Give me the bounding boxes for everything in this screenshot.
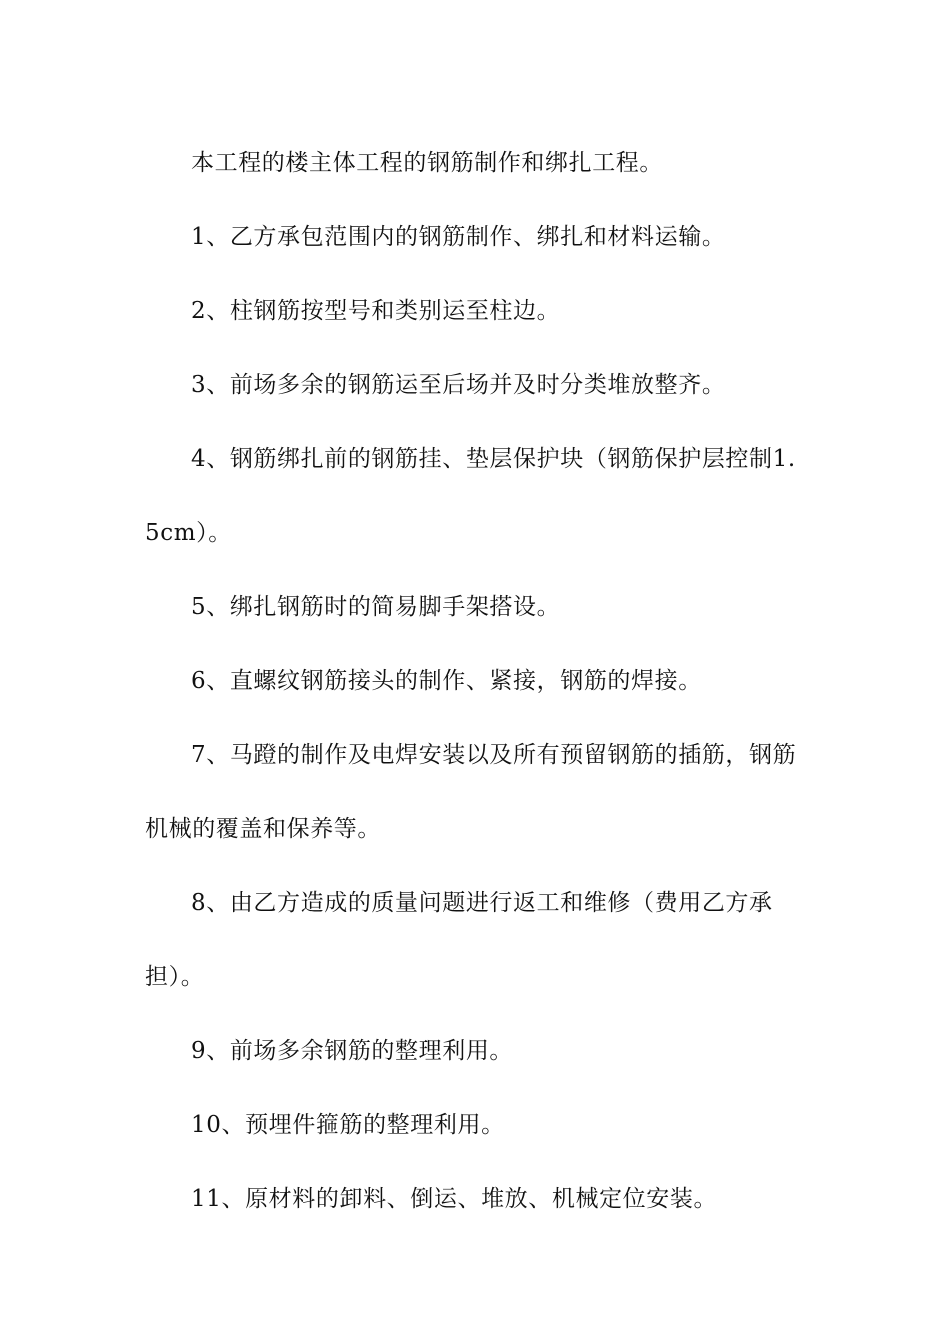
paragraph-item-3: 3、前场多余的钢筋运至后场并及时分类堆放整齐。	[191, 372, 726, 398]
paragraph-item-4: 4、钢筋绑扎前的钢筋挂、垫层保护块（钢筋保护层控制1.5cm）。	[145, 446, 796, 546]
paragraph-item-2: 2、柱钢筋按型号和类别运至柱边。	[191, 298, 561, 324]
paragraph-item-1: 1、乙方承包范围内的钢筋制作、绑扎和材料运输。	[191, 224, 726, 250]
paragraph-item-10: 10、预埋件箍筋的整理利用。	[191, 1112, 505, 1138]
paragraph-item-7: 7、马蹬的制作及电焊安装以及所有预留钢筋的插筋，钢筋机械的覆盖和保养等。	[145, 742, 797, 842]
paragraph-intro: 本工程的楼主体工程的钢筋制作和绑扎工程。	[191, 150, 663, 176]
paragraph-item-8: 8、由乙方造成的质量问题进行返工和维修（费用乙方承担）。	[145, 890, 773, 990]
paragraph-item-9: 9、前场多余钢筋的整理利用。	[191, 1038, 514, 1064]
paragraph-item-11: 11、原材料的卸料、倒运、堆放、机械定位安装。	[191, 1186, 718, 1212]
paragraph-item-5: 5、绑扎钢筋时的简易脚手架搭设。	[191, 594, 561, 620]
document-body	[145, 126, 807, 1236]
paragraph-item-6: 6、直螺纹钢筋接头的制作、紧接，钢筋的焊接。	[191, 668, 702, 694]
